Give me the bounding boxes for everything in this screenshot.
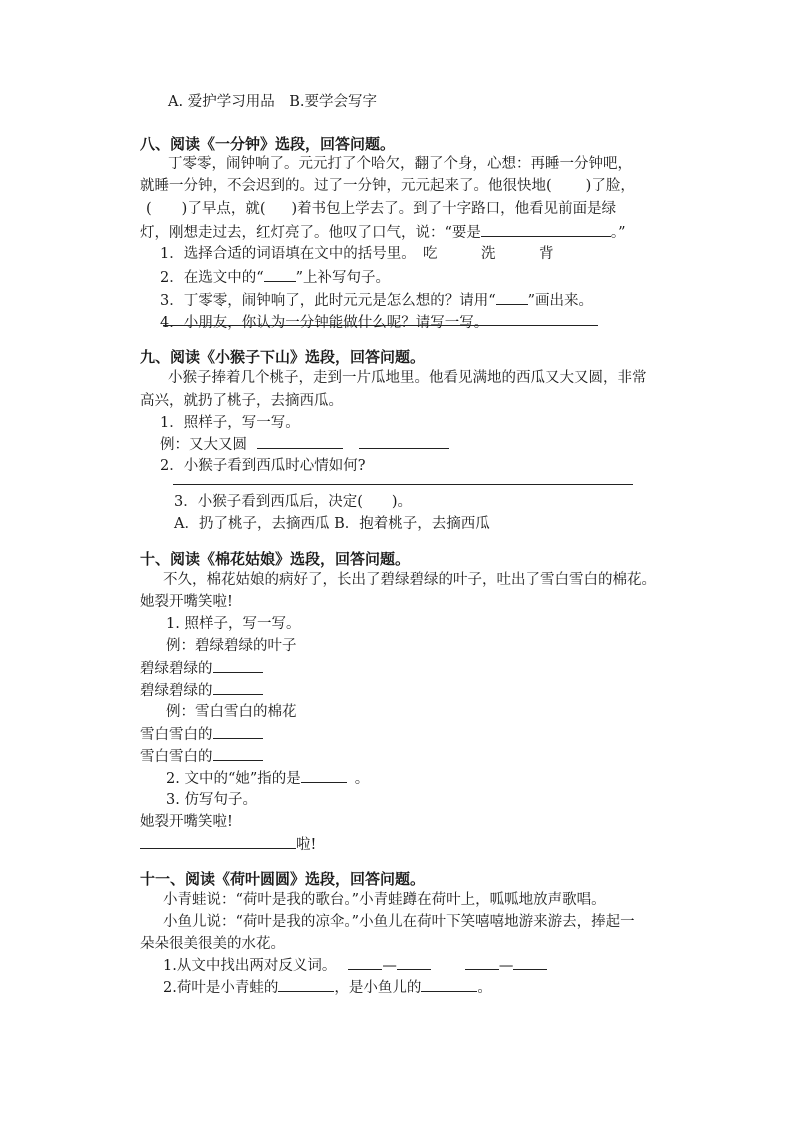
s10-fill-line-4: 雪白雪白的 (140, 746, 263, 767)
s10-fill-line-1: 碧绿碧绿的 (140, 658, 263, 679)
s11-paragraph-line-1: 小青蛙说：“荷叶是我的歌台。”小青蛙蹲在荷叶上，呱呱地放声歌唱。 (163, 892, 606, 908)
s10-question-1: 1. 照样子，写一写。 (166, 616, 301, 632)
answer-blank[interactable] (481, 222, 611, 237)
answer-blank[interactable] (397, 955, 431, 970)
answer-blank[interactable] (213, 724, 263, 739)
s10-example-2: 例：雪白雪白的棉花 (166, 704, 297, 720)
s11-title: 十一、阅读《荷叶圆圆》选段，回答问题。 (140, 870, 426, 888)
s9-question-2: 2．小猴子看到西瓜时心情如何? (160, 458, 366, 474)
s10-fill-line-2: 碧绿碧绿的 (140, 680, 263, 701)
answer-blank[interactable] (257, 434, 343, 449)
s8-answer-line[interactable] (163, 325, 598, 326)
answer-blank[interactable] (421, 977, 477, 992)
s10-paragraph-line-2: 她裂开嘴笑啦! (140, 594, 233, 610)
s9-title: 九、阅读《小猴子下山》选段，回答问题。 (140, 348, 426, 366)
answer-blank[interactable] (513, 955, 547, 970)
answer-blank[interactable] (140, 834, 296, 849)
s11-paragraph-line-2: 小鱼儿说：“荷叶是我的凉伞。”小鱼儿在荷叶下笑嘻嘻地游来游去，捧起一 (163, 914, 635, 930)
s9-paragraph-line-2: 高兴，就扔了桃子，去摘西瓜。 (140, 393, 343, 409)
s8-question-1: 1．选择合适的词语填在文中的括号里。 吃 洗 背 (160, 246, 554, 262)
answer-blank[interactable] (213, 658, 263, 673)
s11-paragraph-line-3: 朵朵很美很美的水花。 (140, 936, 285, 952)
s8-paragraph-line-4: 灯，刚想走过去，红灯亮了。他叹了口气，说：“要是 。” (140, 222, 626, 243)
s10-paragraph-line-1: 不久，棉花姑娘的病好了，长出了碧绿碧绿的叶子，吐出了雪白雪白的棉花。 (163, 572, 656, 588)
s11-question-1: 1.从文中找出两对反义词。 — — (163, 955, 547, 976)
answer-blank[interactable] (213, 746, 263, 761)
s9-paragraph-line-1: 小猴子捧着几个桃子，走到一片瓜地里。他看见满地的西瓜又大又圆，非常 (168, 370, 647, 386)
s8-paragraph-line-3: ( )了早点，就( )着书包上学去了。到了十字路口，他看见前面是绿 (146, 201, 617, 217)
s8-paragraph-line-2: 就睡一分钟，不会迟到的。过了一分钟，元元起来了。他很快地( )了脸， (140, 178, 635, 194)
answer-blank[interactable] (213, 680, 263, 695)
s8-question-4: 4．小朋友，你认为一分钟能做什么呢？请写一写。 (160, 315, 489, 331)
blank-marker (264, 267, 296, 282)
s8-question-3: 3．丁零零，闹钟响了，此时元元是怎么想的？请用“ ”画出来。 (160, 290, 593, 311)
s10-question-3: 3. 仿写句子。 (166, 792, 257, 808)
answer-blank[interactable] (301, 768, 347, 783)
s10-imitate-line: 啦! (140, 834, 316, 855)
s10-example-1: 例：碧绿碧绿的叶子 (166, 638, 297, 654)
answer-blank[interactable] (348, 955, 382, 970)
s8-question-2: 2．在选文中的“ ”上补写句子。 (160, 267, 390, 288)
s8-title: 八、阅读《一分钟》选段，回答问题。 (140, 135, 396, 153)
s9-question-1: 1．照样子，写一写。 (160, 415, 300, 431)
answer-blank[interactable] (278, 977, 334, 992)
s11-question-2: 2.荷叶是小青蛙的 ，是小鱼儿的 。 (163, 977, 492, 998)
s10-question-2: 2. 文中的“她”指的是 。 (166, 768, 369, 789)
answer-blank[interactable] (465, 955, 499, 970)
s10-example-3: 她裂开嘴笑啦! (140, 814, 233, 830)
s9-options: A．扔了桃子，去摘西瓜 B．抱着桃子，去摘西瓜 (174, 516, 490, 532)
s10-title: 十、阅读《棉花姑娘》选段，回答问题。 (140, 550, 411, 568)
s8-paragraph-line-1: 丁零零，闹钟响了。元元打了个哈欠，翻了个身，心想：再睡一分钟吧， (168, 156, 632, 172)
s9-question-3: 3．小猴子看到西瓜后，决定( )。 (174, 494, 413, 510)
s7-options: A. 爱护学习用品 B.要学会写字 (168, 94, 377, 110)
blank-marker (496, 290, 528, 305)
s9-example: 例：又大又圆 (160, 434, 449, 455)
s10-fill-line-3: 雪白雪白的 (140, 724, 263, 745)
answer-blank[interactable] (359, 434, 449, 449)
s9-answer-line[interactable] (173, 484, 633, 485)
